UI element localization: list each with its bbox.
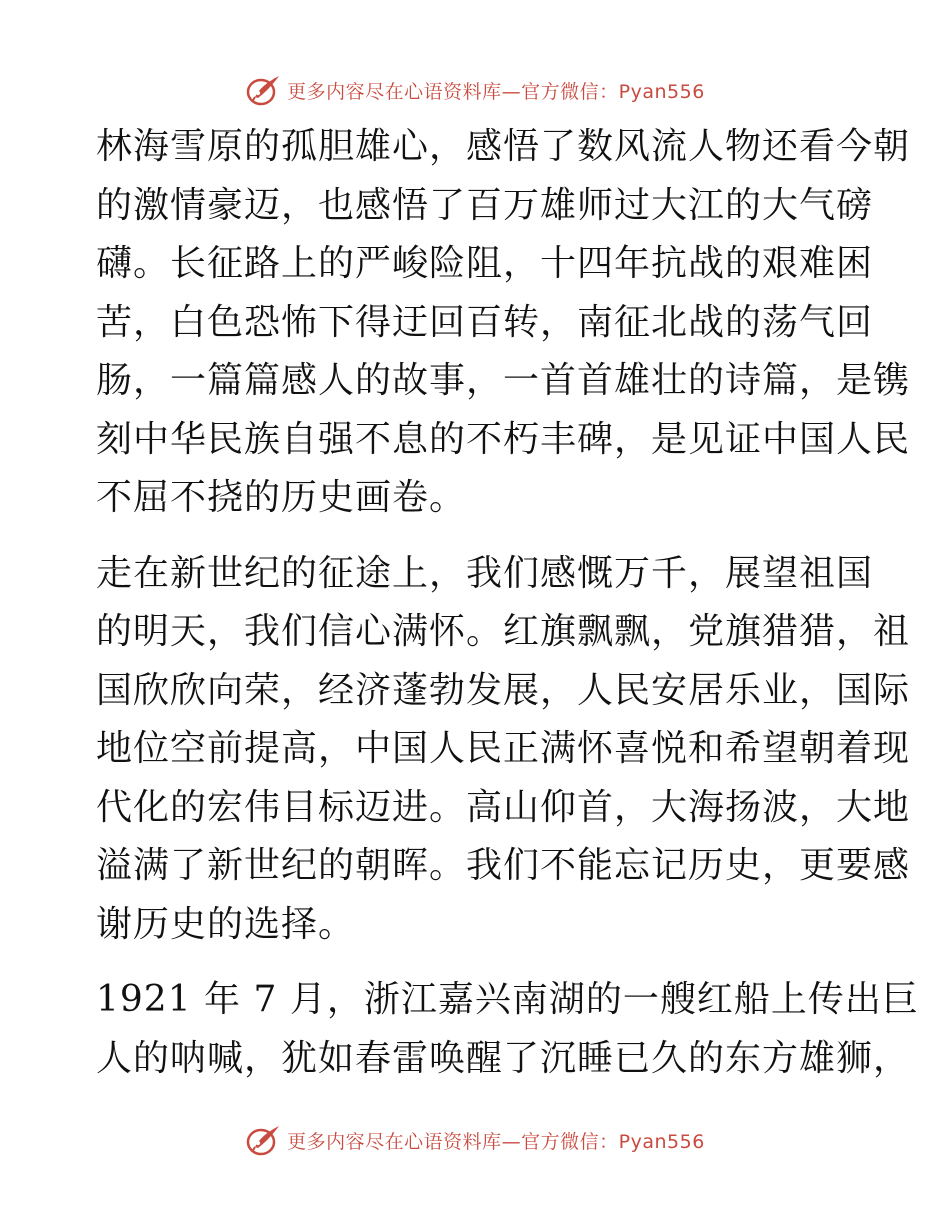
text-line: 的明天，我们信心满怀。红旗飘飘，党旗猎猎，祖 bbox=[96, 611, 911, 652]
footer-watermark bbox=[0, 1120, 950, 1160]
text-line: 礴。长征路上的严峻险阻，十四年抗战的艰难困 bbox=[96, 243, 874, 284]
paragraph-1 bbox=[96, 118, 911, 528]
text-line: 1921 年 7 月，浙江嘉兴南湖的一艘红船上传出巨 bbox=[96, 979, 919, 1020]
text-line: 林海雪原的孤胆雄心，感悟了数风流人物还看今朝 bbox=[96, 126, 911, 167]
text-line: 地位空前提高，中国人民正满怀喜悦和希望朝着现 bbox=[96, 728, 911, 769]
text-line: 的激情豪迈，也感悟了百万雄师过大江的大气磅 bbox=[96, 184, 874, 226]
quill-pen-logo-icon bbox=[245, 1123, 283, 1157]
document-body bbox=[96, 118, 919, 1088]
text-line: 苦，白色恐怖下得迂回百转，南征北战的荡气回 bbox=[96, 301, 874, 343]
watermark-text: 更多内容尽在心语资料库—官方微信：Pyan556 bbox=[287, 80, 705, 103]
text-line: 不屈不挠的历史画卷。 bbox=[96, 477, 467, 518]
quill-pen-logo-icon bbox=[245, 73, 283, 107]
text-line: 溢满了新世纪的朝晖。我们不能忘记历史，更要感 bbox=[96, 845, 911, 886]
text-line: 肠，一篇篇感人的故事，一首首雄壮的诗篇，是镌 bbox=[96, 360, 911, 401]
header-watermark bbox=[0, 70, 950, 110]
text-line: 人的呐喊，犹如春雷唤醒了沉睡已久的东方雄狮， bbox=[96, 1037, 911, 1079]
text-line: 谢历史的选择。 bbox=[96, 903, 356, 945]
text-line: 刻中华民族自强不息的不朽丰碑，是见证中国人民 bbox=[96, 418, 911, 460]
watermark-text: 更多内容尽在心语资料库—官方微信：Pyan556 bbox=[287, 1130, 705, 1153]
text-line: 国欣欣向荣，经济蓬勃发展，人民安居乐业，国际 bbox=[96, 669, 911, 711]
text-line: 代化的宏伟目标迈进。高山仰首，大海扬波，大地 bbox=[96, 786, 911, 828]
text-line: 走在新世纪的征途上，我们感慨万千，展望祖国 bbox=[96, 552, 874, 594]
paragraph-2 bbox=[96, 545, 911, 955]
paragraph-3 bbox=[96, 971, 919, 1088]
